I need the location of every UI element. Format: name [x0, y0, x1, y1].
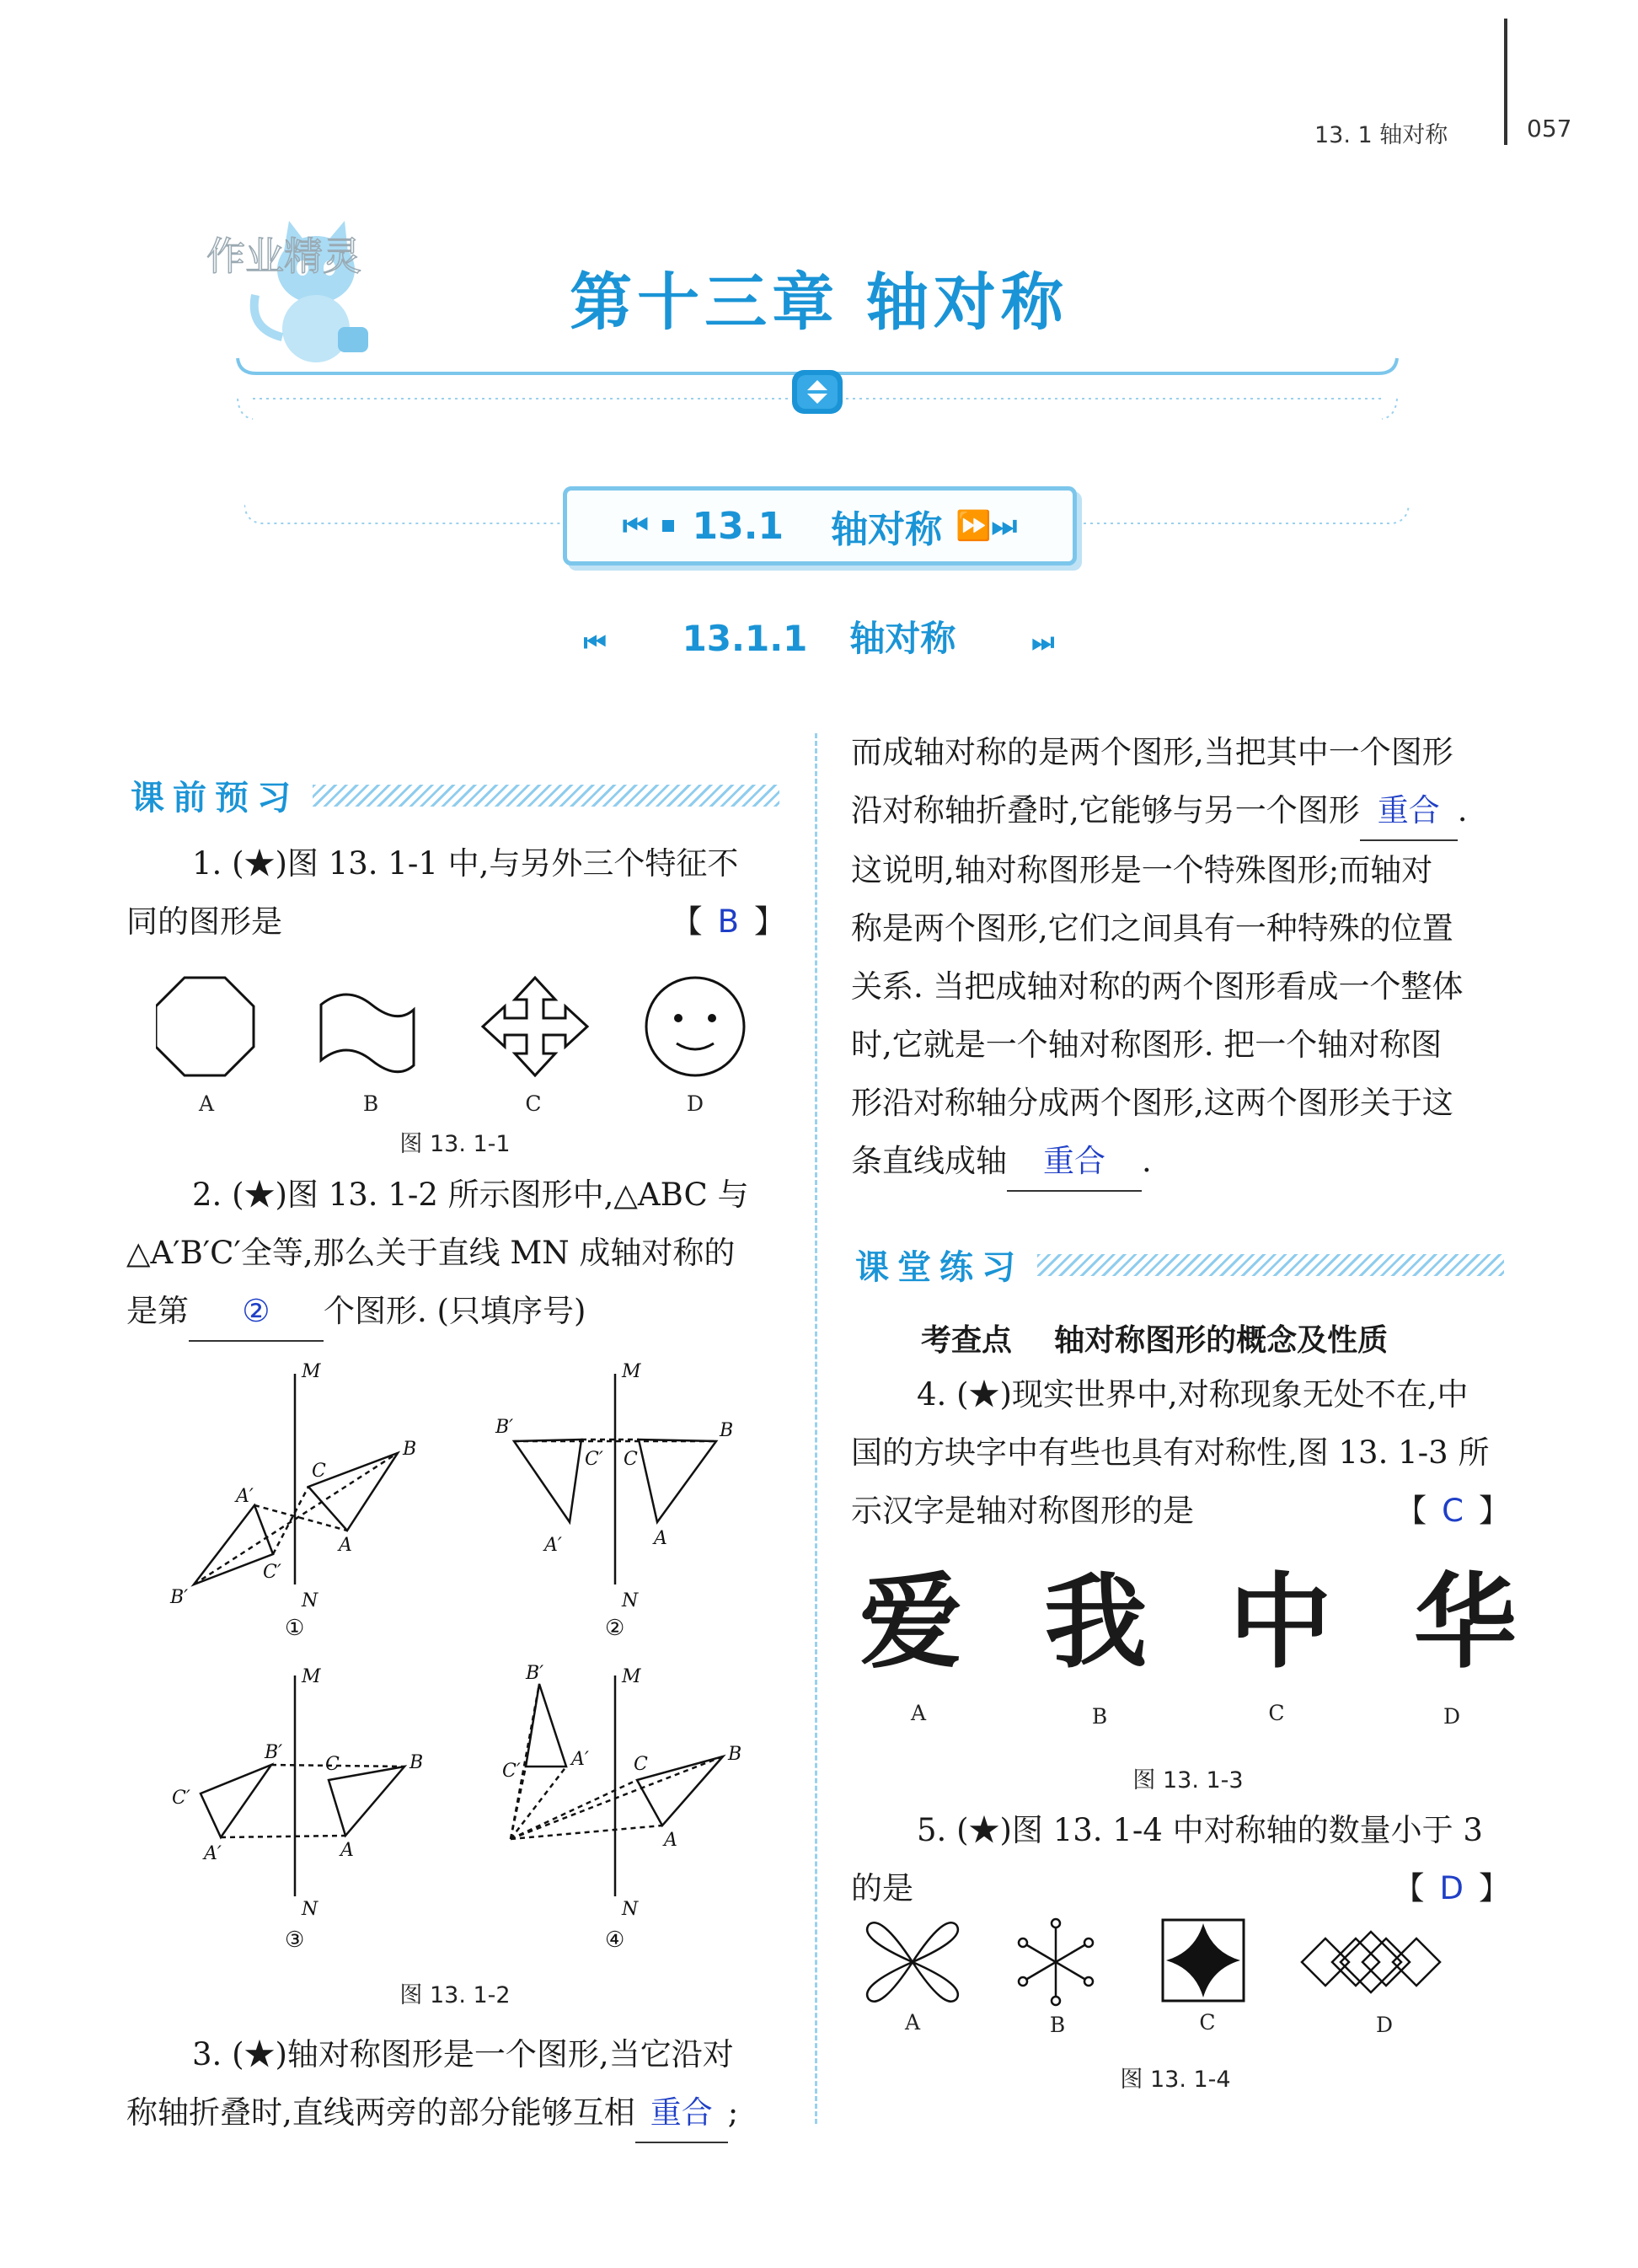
rt-line4: 称是两个图形,它们之间具有一种特殊的位置 [851, 910, 1453, 946]
skip-back-icon: ⏮ [622, 509, 649, 543]
figure-13-1-1-caption: 图 13. 1-1 [399, 1131, 511, 1157]
chapter-banner-decoration [228, 333, 1407, 442]
figure-3 [201, 1676, 404, 1896]
preview-heading [131, 771, 779, 819]
cross-arrow-shape [483, 978, 587, 1075]
question-1 [126, 834, 785, 951]
fig1-label-a1: A′ [236, 1486, 254, 1507]
fig1-label-b1: B′ [170, 1587, 189, 1608]
preview-heading-text: 课前预习 [131, 779, 299, 818]
fig2-label-a1: A′ [544, 1535, 562, 1556]
section-number: 13.1 [692, 504, 784, 548]
q2-line3-pre: 是第 [126, 1293, 189, 1329]
fig1-number: ① [285, 1616, 305, 1641]
q4-option-c: C [1268, 1701, 1285, 1725]
rt-blank-1: 重合 [1360, 781, 1458, 841]
fig4-label-b1: B′ [526, 1663, 544, 1684]
q1-option-a: A [198, 1091, 215, 1116]
q4-line1: 4. (★)现实世界中,对称现象无处不在,中 [917, 1376, 1469, 1413]
rt-line6: 时,它就是一个轴对称图形. 把一个轴对称图 [851, 1027, 1443, 1063]
q3-line2 [126, 2083, 785, 2143]
figure-13-1-4-caption: 图 13. 1-4 [1120, 2067, 1231, 2093]
rt-line7: 形沿对称轴分成两个图形,这两个图形关于这 [851, 1085, 1453, 1121]
column-divider [815, 733, 817, 2124]
fig4-label-c: C [634, 1754, 648, 1775]
q4-line3-text: 示汉字是轴对称图形的是 [851, 1493, 1194, 1529]
rt-line3: 这说明,轴对称图形是一个特殊图形;而轴对 [851, 852, 1433, 888]
skip-back-icon: ⏮ [583, 628, 607, 657]
rt-line1: 而成轴对称的是两个图形,当把其中一个图形 [851, 734, 1453, 770]
rt-blank-2: 重合 [1007, 1132, 1142, 1192]
q5-option-c: C [1199, 2010, 1216, 2035]
q2-line3-post: 个图形. (只填序号) [324, 1293, 586, 1329]
section-title-box [563, 486, 1077, 566]
fig2-number: ② [605, 1616, 625, 1641]
char-ai: 爱 [859, 1563, 962, 1682]
fig2-label-b: B [720, 1420, 734, 1441]
question-3-continued [851, 723, 1510, 1192]
q2-line3 [126, 1282, 785, 1342]
figure-1 [194, 1374, 398, 1584]
fig3-label-b1: B′ [265, 1742, 283, 1763]
knot-pattern-shape [1302, 1932, 1440, 1992]
fig2-label-m: M [622, 1361, 641, 1382]
q4-answer-bracket: 【 C 】 [1395, 1493, 1510, 1529]
fig2-label-b1: B′ [495, 1417, 514, 1438]
figure-13-1-4 [864, 1913, 1521, 2014]
char-zhong: 中 [1228, 1563, 1332, 1682]
q5-option-d: D [1375, 2013, 1394, 2037]
figure-13-1-2 [160, 1348, 767, 1972]
q5-option-b: B [1049, 2013, 1066, 2037]
q3-line1: 3. (★)轴对称图形是一个图形,当它沿对 [192, 2036, 734, 2072]
fig3-label-c: C [325, 1754, 340, 1775]
rt-line5: 关系. 当把成轴对称的两个图形看成一个整体 [851, 968, 1464, 1005]
wave-flag-shape [321, 995, 414, 1072]
fig3-label-c1: C′ [172, 1788, 190, 1809]
q2-answer-blank: ② [189, 1282, 324, 1342]
figure-13-1-1 [156, 969, 763, 1087]
q5-line1: 5. (★)图 13. 1-4 中对称轴的数量小于 3 [917, 1812, 1483, 1848]
q4-option-b: B [1091, 1704, 1108, 1729]
heading-hatch [1037, 1254, 1504, 1276]
page-number: 057 [1527, 115, 1572, 142]
subsection-name: 轴对称 [849, 618, 956, 659]
q1-answer: B [717, 903, 739, 940]
q1-line1: 1. (★)图 13. 1-1 中,与另外三个特征不 [192, 845, 739, 882]
q1-answer-bracket: 【 B 】 [671, 903, 785, 940]
square-with-star-shape [1163, 1920, 1244, 2001]
char-hua: 华 [1413, 1563, 1517, 1682]
fig2-label-a: A [654, 1528, 667, 1549]
fig1-label-c1: C′ [263, 1562, 281, 1583]
square-bullet-icon [662, 520, 674, 532]
q3-answer-blank: 重合 [635, 2083, 728, 2143]
q5-answer: D [1439, 1870, 1464, 1906]
q1-option-d: D [686, 1091, 704, 1116]
q4-line2: 国的方块字中有些也具有对称性,图 13. 1-3 所 [851, 1434, 1490, 1471]
chapter-title: 第十三章 轴对称 [570, 266, 1068, 339]
watermark-text: 作业精灵 [206, 233, 361, 279]
fig4-label-m: M [622, 1666, 641, 1687]
question-3 [126, 2025, 785, 2143]
fig3-label-a1: A′ [204, 1843, 222, 1864]
fig4-label-a: A [664, 1830, 677, 1851]
fig4-label-a1: A′ [571, 1749, 589, 1770]
rt-line8 [851, 1132, 1510, 1192]
header-rule [1504, 19, 1507, 145]
q3-line2-post: ; [727, 2094, 739, 2131]
skip-forward-icon: ⏩⏭ [956, 509, 1018, 543]
fig1-label-m: M [302, 1361, 321, 1382]
q5-option-a: A [904, 2010, 921, 2035]
q1-option-c: C [525, 1091, 542, 1116]
rt-line8-pre: 条直线成轴 [851, 1143, 1007, 1179]
figure-13-1-3-caption: 图 13. 1-3 [1132, 1767, 1244, 1793]
rt-line8-post: . [1142, 1143, 1152, 1179]
practice-heading [855, 1241, 1504, 1289]
topic-heading: 考查点 轴对称图形的概念及性质 [921, 1323, 1389, 1358]
q5-answer-bracket: 【 D 】 [1393, 1870, 1510, 1906]
rt-line2-pre: 沿对称轴折叠时,它能够与另一个图形 [851, 792, 1360, 828]
figure-13-1-3-chars [859, 1563, 1517, 1681]
fig4-number: ④ [605, 1928, 625, 1953]
section-title: 轴对称 [831, 508, 943, 551]
fig1-label-b: B [403, 1439, 417, 1460]
subsection-title [0, 611, 1638, 662]
subsection-number: 13.1.1 [682, 618, 808, 659]
running-header-section: 13. 1 轴对称 [1314, 122, 1448, 148]
q2-line1: 2. (★)图 13. 1-2 所示图形中,△ABC 与 [192, 1177, 749, 1213]
fig2-label-c: C [624, 1449, 638, 1470]
q4-line3 [851, 1482, 1510, 1540]
practice-heading-text: 课堂练习 [855, 1248, 1024, 1287]
q4-answer: C [1442, 1493, 1464, 1529]
fig3-number: ③ [285, 1928, 305, 1953]
q2-line2: △A′B′C′全等,那么关于直线 MN 成轴对称的 [126, 1235, 736, 1271]
fig1-label-c: C [312, 1461, 326, 1482]
q1-line2 [126, 893, 785, 951]
q1-option-b: B [362, 1091, 379, 1116]
fig1-label-n: N [302, 1590, 318, 1611]
fig1-label-a: A [339, 1535, 352, 1556]
fig3-label-a: A [340, 1840, 354, 1861]
figure-4 [511, 1676, 723, 1896]
q5-line2 [851, 1859, 1510, 1917]
question-2 [126, 1166, 785, 1342]
four-petal-flower-shape [867, 1922, 958, 2001]
fig4-label-n: N [622, 1899, 639, 1920]
figure-13-1-2-caption: 图 13. 1-2 [399, 1982, 511, 2008]
fig2-label-n: N [622, 1590, 639, 1611]
fig2-label-c1: C′ [585, 1449, 603, 1470]
heading-hatch [313, 785, 779, 807]
skip-forward-icon: ⏭ [1031, 628, 1055, 657]
smiley-face-shape [646, 978, 744, 1075]
fig3-label-m: M [302, 1666, 321, 1687]
q5-line2-text: 的是 [851, 1870, 913, 1906]
q3-line2-pre: 称轴折叠时,直线两旁的部分能够互相 [126, 2094, 635, 2131]
q4-option-d: D [1443, 1704, 1461, 1729]
q4-option-a: A [910, 1701, 927, 1725]
fig4-label-b: B [728, 1744, 742, 1765]
octagon-shape [156, 978, 254, 1075]
fig4-label-c1: C′ [502, 1761, 521, 1782]
rt-line2 [851, 781, 1510, 841]
q1-line2-text: 同的图形是 [126, 903, 282, 940]
fig3-label-n: N [302, 1899, 318, 1920]
question-5 [851, 1801, 1510, 1917]
char-wo: 我 [1044, 1563, 1148, 1682]
rt-line2-post: . [1457, 792, 1468, 828]
fig3-label-b: B [410, 1752, 424, 1773]
six-spoke-star-shape [1019, 1919, 1093, 2005]
question-4 [851, 1365, 1510, 1540]
